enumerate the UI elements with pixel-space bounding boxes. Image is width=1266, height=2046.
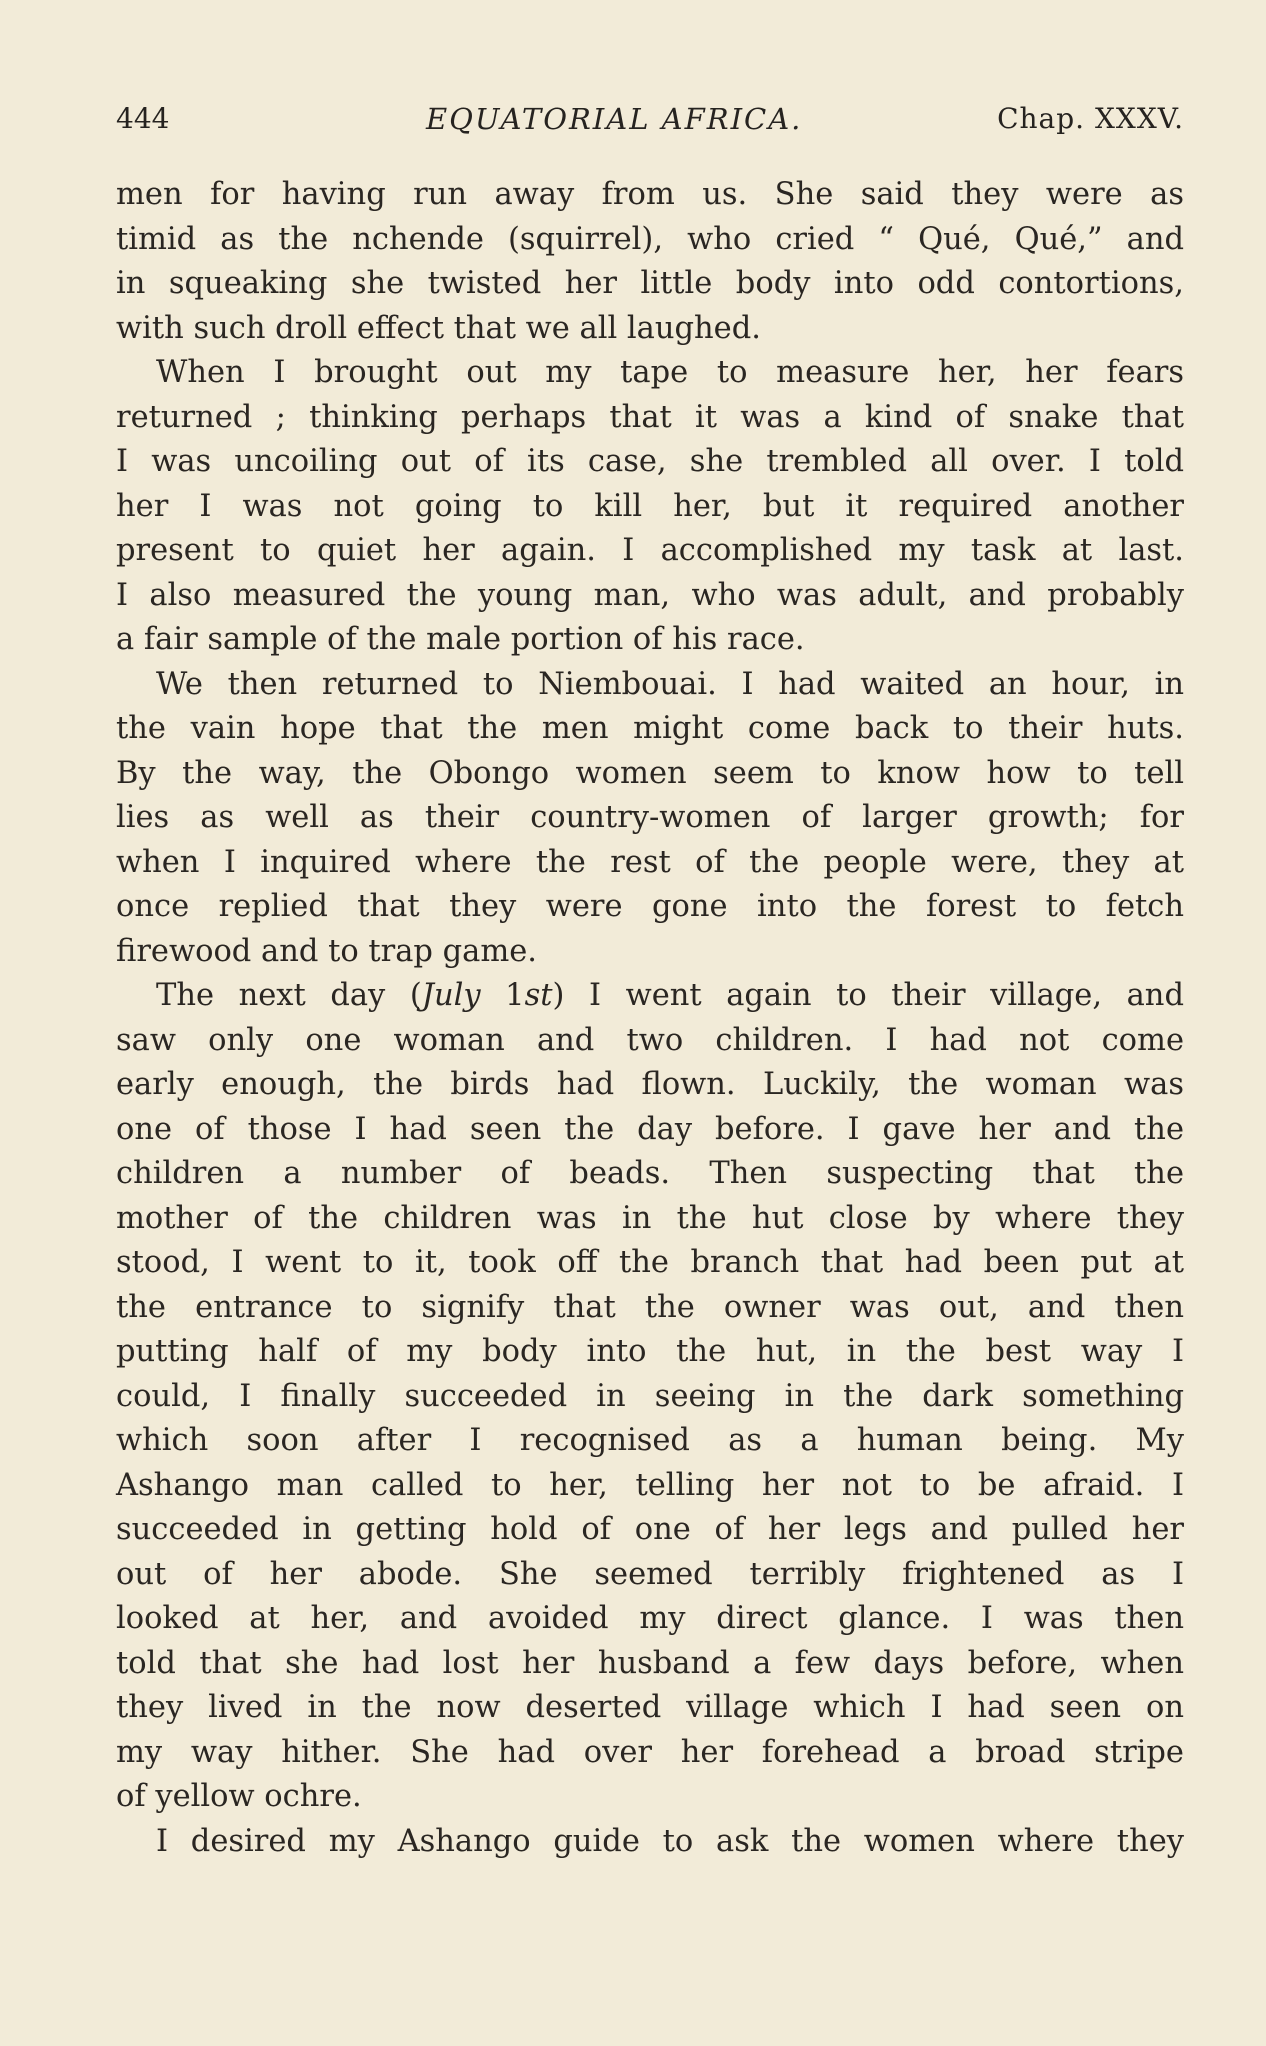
text-line: one of those I had seen the day before. I gave her and the (116, 1111, 1184, 1147)
text-line: a fair sample of the male portion of his race. (116, 622, 805, 657)
text-line: early enough, the birds had flown. Luckily, the woman was (116, 1067, 1184, 1102)
text-line: succeeded in getting hold of one of her legs and pulled her (116, 1512, 1184, 1547)
text-line: with such droll effect that we all laughed. (116, 310, 761, 346)
chapter-label: Chap. XXXV. (997, 102, 1184, 135)
text-line: returned ; thinking perhaps that it was a kind of snake that (116, 399, 1184, 435)
text-line: stood, I went to it, took off the branch that had been put at (116, 1245, 1184, 1280)
text-line: saw only one woman and two children. I had not come (116, 1022, 1184, 1058)
text-line: I also measured the young man, who was adult, and probably (116, 577, 1184, 613)
running-header (116, 102, 1184, 146)
text-line: Ashango man called to her, telling her not to be afraid. I (116, 1467, 1184, 1503)
text-line: my way hither. She had over her forehead a broad stripe (116, 1734, 1184, 1770)
text-line: We then returned to Niembouai. I had waited an hour, in (156, 666, 1184, 702)
body-text (116, 173, 1184, 1864)
text-line: lies as well as their country-women of larger growth; for (116, 800, 1184, 835)
text-line: they lived in the now deserted village which I had seen on (116, 1690, 1184, 1725)
text-line: which soon after I recognised as a human being. My (116, 1423, 1184, 1458)
text-segment: 1 (480, 978, 525, 1013)
text-line: present to quiet her again. I accomplished my task at last. (116, 533, 1184, 568)
text-line: the vain hope that the men might come back to their huts. (116, 711, 1184, 746)
text-line: looked at her, and avoided my direct glance. I was then (116, 1601, 1184, 1636)
text-line: men for having run away from us. She said they were as (116, 177, 1184, 212)
text-line (116, 974, 1184, 1019)
text-line: putting half of my body into the hut, in the best way I (116, 1334, 1184, 1369)
text-line: timid as the nchende (squirrel), who cried “ Qué, Qué,” and (116, 221, 1184, 257)
page-number: 444 (116, 102, 170, 135)
text-line: when I inquired where the rest of the people were, they at (116, 844, 1184, 880)
text-line: her I was not going to kill her, but it required another (116, 488, 1184, 524)
text-line: When I brought out my tape to measure her, her fears (156, 355, 1184, 390)
text-line: out of her abode. She seemed terribly frightened as I (116, 1556, 1184, 1592)
text-line: the entrance to signify that the owner was out, and then (116, 1289, 1184, 1325)
text-line: in squeaking she twisted her little body into odd contortions, (116, 266, 1184, 301)
text-line: could, I finally succeeded in seeing in the dark something (116, 1378, 1184, 1414)
italic-ordinal: st (524, 978, 553, 1013)
text-line: firewood and to trap game. (116, 933, 537, 969)
text-line: once replied that they were gone into the forest to fetch (116, 889, 1184, 924)
text-line: told that she had lost her husband a few days before, when (116, 1645, 1184, 1681)
italic-month: July (421, 978, 481, 1013)
text-line: I was uncoiling out of its case, she trembled all over. I told (116, 444, 1184, 479)
running-title: EQUATORIAL AFRICA. (426, 102, 803, 136)
text-line: children a number of beads. Then suspecting that the (116, 1156, 1184, 1191)
text-line: of yellow ochre. (116, 1779, 362, 1814)
text-segment: ) I went again to their village, and (552, 978, 1184, 1013)
text-segment: The next day ( (156, 978, 422, 1013)
text-line: mother of the children was in the hut close by where they (116, 1200, 1184, 1236)
text-line: I desired my Ashango guide to ask the women where they (156, 1823, 1184, 1859)
text-line: By the way, the Obongo women seem to know how to tell (116, 755, 1184, 791)
